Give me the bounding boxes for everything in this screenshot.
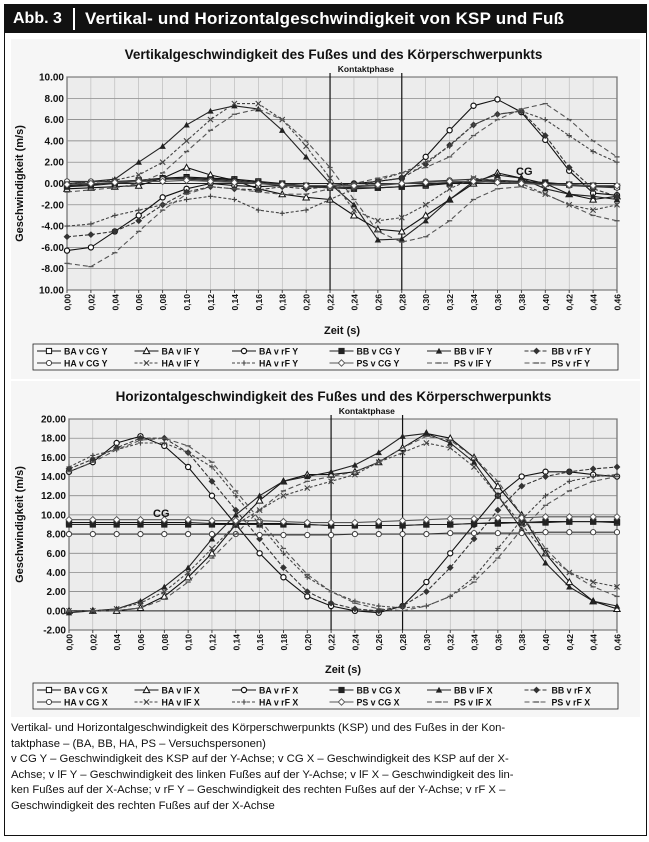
caption-line: Geschwindigkeit des rechten Fußes auf der X-Achse — [11, 799, 275, 812]
legend-label: PS v rF X — [551, 697, 591, 708]
legend-label: HA v lF Y — [161, 358, 200, 369]
data-point — [448, 551, 453, 556]
data-point — [424, 531, 429, 536]
data-point — [447, 128, 452, 133]
legend-marker — [46, 360, 51, 365]
x-tick-label: 0,38 — [517, 634, 528, 651]
figure-header — [5, 5, 646, 33]
legend-label: HA v lF X — [161, 697, 200, 708]
caption-line: taktphase – (BA, BB, HA, PS – Versuchspersonen) — [11, 737, 266, 750]
x-tick-label: 0,46 — [612, 634, 623, 651]
x-tick-label: 0,04 — [110, 294, 121, 311]
legend-label: BA v rF Y — [259, 346, 299, 357]
data-point — [281, 575, 286, 580]
data-point — [376, 531, 381, 536]
x-tick-label: 0,04 — [112, 634, 123, 651]
legend-label: BA v lF X — [161, 685, 200, 696]
x-tick-label: 0,18 — [278, 634, 289, 651]
y-tick-label: 0.00 — [44, 179, 64, 190]
x-tick-label: 0,30 — [421, 294, 432, 311]
y-tick-label: 10.00 — [38, 285, 64, 297]
legend-marker — [46, 687, 51, 692]
data-point — [567, 530, 572, 535]
legend-label: HA v rF Y — [259, 358, 299, 369]
data-point — [328, 532, 333, 537]
legend-label: BB v rF Y — [551, 346, 591, 357]
data-point — [66, 531, 71, 536]
horizontal-velocity-chart-svg — [11, 381, 640, 717]
data-point — [209, 493, 214, 498]
y-tick-label: -8.00 — [41, 264, 64, 276]
legend-label: PS v CG X — [356, 697, 400, 708]
data-point — [186, 531, 191, 536]
x-tick-label: 0,40 — [541, 634, 552, 651]
data-point — [543, 520, 548, 525]
figure-title: Vertikal- und Horizontalgeschwindigkeit von KSP und Fuß — [85, 9, 565, 28]
x-tick-label: 0,34 — [469, 294, 480, 311]
data-point — [495, 521, 500, 526]
y-tick-label: 4.00 — [46, 567, 66, 579]
x-tick-label: 0,36 — [493, 634, 504, 651]
legend-label: HA v CG X — [64, 697, 108, 708]
x-tick-label: 0,42 — [564, 634, 575, 651]
y-tick-label: 8.00 — [44, 93, 64, 105]
y-tick-label: 6.00 — [46, 548, 66, 560]
legend-marker — [241, 348, 246, 353]
chart-title: Vertikalgeschwindigkeit des Fußes und des Körperschwerpunkts — [124, 47, 543, 62]
legend-label: PS v CG Y — [356, 358, 400, 369]
data-point — [162, 531, 167, 536]
data-point — [305, 532, 310, 537]
data-point — [423, 154, 428, 159]
legend-marker — [241, 687, 246, 692]
x-tick-label: 0,06 — [135, 634, 146, 651]
legend-marker — [46, 699, 51, 704]
x-tick-label: 0,16 — [255, 634, 266, 651]
caption-line: Achse; v lF Y – Geschwindigkeit des linken Fußes auf der Y-Achse; v lF X – Geschwindigkeit des lin- — [11, 768, 514, 781]
data-point — [138, 531, 143, 536]
data-point — [136, 213, 141, 218]
x-tick-label: 0,42 — [564, 294, 575, 311]
y-tick-label: 12.00 — [40, 491, 66, 503]
legend-label: BB v rF X — [551, 685, 592, 696]
y-tick-label: -2.00 — [43, 625, 66, 637]
y-tick-label: 20.00 — [40, 414, 66, 426]
figure-caption — [11, 721, 635, 815]
x-tick-label: 0,28 — [398, 634, 409, 651]
data-point — [614, 530, 619, 535]
x-tick-label: 0,10 — [182, 294, 193, 311]
legend-label: BA v rF X — [259, 685, 299, 696]
x-tick-label: 0,38 — [516, 294, 527, 311]
cg-label: CG — [153, 508, 170, 520]
data-point — [591, 530, 596, 535]
x-tick-label: 0,22 — [326, 634, 337, 651]
x-tick-label: 0,02 — [86, 294, 97, 311]
x-tick-label: 0,00 — [62, 294, 73, 311]
x-tick-label: 0,44 — [588, 294, 599, 311]
data-point — [543, 530, 548, 535]
data-point — [495, 531, 500, 536]
contact-phase-label: Kontaktphase — [337, 64, 395, 74]
x-tick-label: 0,44 — [588, 634, 599, 651]
x-tick-label: 0,20 — [301, 294, 312, 311]
x-tick-label: 0,40 — [540, 294, 551, 311]
x-tick-label: 0,24 — [350, 634, 361, 651]
data-point — [471, 103, 476, 108]
vertical-velocity-chart-svg — [11, 39, 640, 379]
data-point — [471, 531, 476, 536]
y-tick-label: 8.00 — [46, 529, 66, 541]
x-tick-label: 0,22 — [325, 294, 336, 311]
data-point — [257, 551, 262, 556]
y-tick-label: 2.00 — [44, 157, 64, 169]
cg-label: CG — [516, 166, 533, 178]
y-tick-label: 10.00 — [40, 510, 66, 522]
data-point — [400, 531, 405, 536]
x-tick-label: 0,16 — [253, 294, 264, 311]
x-tick-label: 0,18 — [277, 294, 288, 311]
legend-label: PS v lF X — [454, 697, 492, 708]
data-point — [519, 474, 524, 479]
x-tick-label: 0,32 — [445, 294, 456, 311]
x-tick-label: 0,34 — [469, 634, 480, 651]
legend-label: BB v CG X — [356, 685, 401, 696]
data-point — [186, 464, 191, 469]
y-tick-label: -6.00 — [41, 242, 64, 254]
caption-line: ken Fußes auf der X-Achse; v rF Y – Geschwindigkeit des rechten Fußes auf der Y-Achse; v rF X – — [11, 784, 506, 797]
data-point — [88, 245, 93, 250]
legend-label: PS v lF Y — [454, 358, 492, 369]
x-tick-label: 0,14 — [231, 634, 242, 651]
data-point — [495, 97, 500, 102]
x-tick-label: 0,24 — [349, 294, 360, 311]
figure-label: Abb. 3 — [13, 10, 62, 27]
legend-marker — [339, 687, 344, 692]
caption-line: v CG Y – Geschwindigkeit des KSP auf der Y-Achse; v CG X – Geschwindigkeit des KSP auf der X- — [11, 753, 509, 766]
y-tick-label: 2.00 — [46, 587, 66, 599]
legend-label: PS v rF Y — [551, 358, 590, 369]
horizontal-velocity-chart — [11, 381, 640, 717]
y-tick-label: -2.00 — [41, 200, 64, 212]
x-tick-label: 0,12 — [207, 634, 218, 651]
data-point — [281, 532, 286, 537]
legend-box — [33, 683, 618, 709]
y-tick-label: 6.00 — [44, 115, 64, 127]
x-tick-label: 0,14 — [229, 294, 240, 311]
y-axis-label: Geschwindigkeit (m/s) — [14, 466, 26, 583]
legend-label: BB v lF Y — [454, 346, 493, 357]
legend-label: BB v CG Y — [356, 346, 401, 357]
x-tick-label: 0,36 — [492, 294, 503, 311]
data-point — [352, 531, 357, 536]
chart-title: Horizontalgeschwindigkeit des Fußes und des Körperschwerpunkts — [115, 389, 552, 404]
legend-label: BA v lF Y — [161, 346, 200, 357]
legend-box — [33, 344, 618, 370]
x-tick-label: 0,06 — [134, 294, 145, 311]
header-divider — [73, 8, 75, 30]
data-point — [448, 531, 453, 536]
x-tick-label: 0,10 — [183, 634, 194, 651]
data-point — [160, 195, 165, 200]
x-axis-label: Zeit (s) — [324, 664, 362, 676]
data-point — [448, 522, 453, 527]
legend-label: BA v CG Y — [64, 346, 108, 357]
y-tick-label: 4.00 — [44, 136, 64, 148]
data-point — [424, 579, 429, 584]
data-point — [257, 532, 262, 537]
x-axis-label: Zeit (s) — [323, 325, 361, 337]
caption-line: Vertikal- und Horizontalgeschwindigkeit des Körperschwerpunkts (KSP) und des Fußes in der Kon- — [11, 722, 506, 734]
legend-label: BA v CG X — [64, 685, 108, 696]
x-tick-label: 0,12 — [205, 294, 216, 311]
legend-label: BB v lF X — [454, 685, 493, 696]
x-tick-label: 0,32 — [445, 634, 456, 651]
legend-label: HA v rF X — [259, 697, 299, 708]
legend-marker — [339, 348, 344, 353]
x-tick-label: 0,08 — [158, 294, 169, 311]
figure-page — [4, 4, 647, 836]
data-point — [114, 531, 119, 536]
data-point — [90, 531, 95, 536]
x-tick-label: 0,20 — [302, 634, 313, 651]
y-tick-label: 10.00 — [38, 72, 64, 84]
x-tick-label: 0,46 — [612, 294, 623, 311]
x-tick-label: 0,30 — [421, 634, 432, 651]
data-point — [64, 248, 69, 253]
x-tick-label: 0,28 — [397, 294, 408, 311]
y-tick-label: 0.00 — [46, 606, 66, 618]
y-tick-label: -4.00 — [41, 221, 64, 233]
vertical-velocity-chart — [11, 39, 640, 379]
y-tick-label: 16.00 — [40, 452, 66, 464]
y-tick-label: 18.00 — [40, 433, 66, 445]
y-tick-label: 14.00 — [40, 472, 66, 484]
legend-marker — [46, 348, 51, 353]
x-tick-label: 0,26 — [373, 294, 384, 311]
data-point — [209, 531, 214, 536]
x-tick-label: 0,08 — [159, 634, 170, 651]
x-tick-label: 0,00 — [64, 634, 75, 651]
legend-label: HA v CG Y — [64, 358, 108, 369]
x-tick-label: 0,02 — [88, 634, 99, 651]
y-axis-label: Geschwindigkeit (m/s) — [14, 125, 26, 242]
x-tick-label: 0,26 — [374, 634, 385, 651]
contact-phase-label: Kontaktphase — [338, 406, 395, 416]
